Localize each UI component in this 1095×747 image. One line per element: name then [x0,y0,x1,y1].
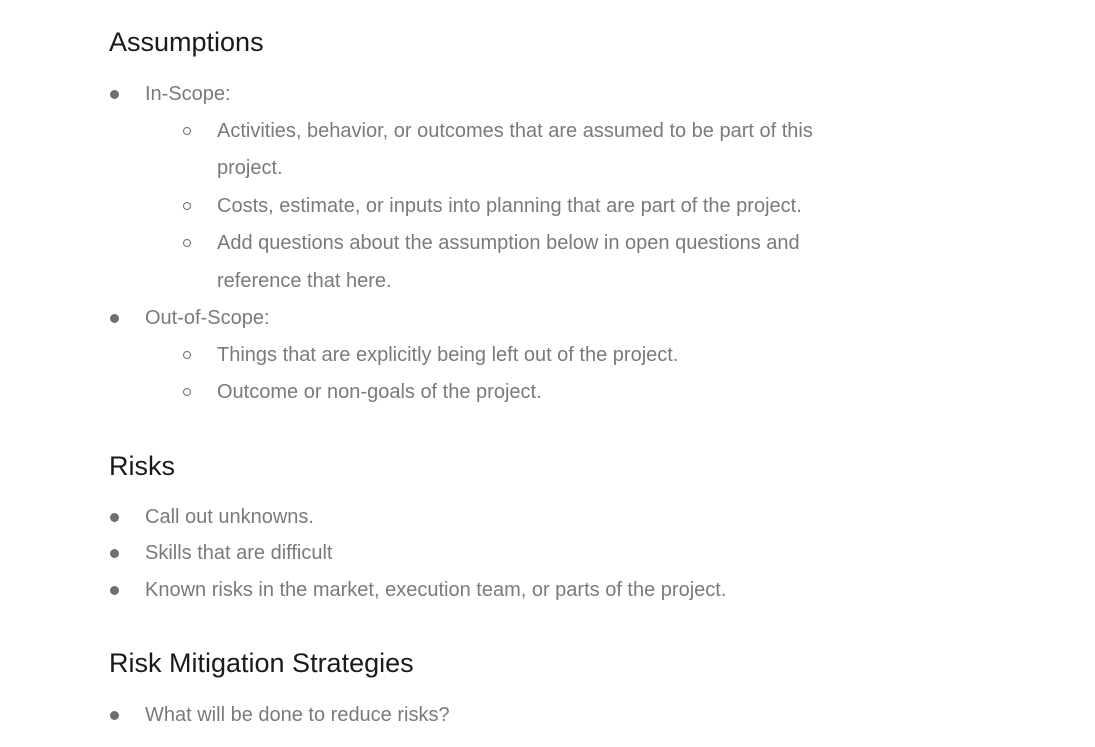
list-item-text: project. [217,157,283,179]
list-item [145,543,333,563]
bullet-circle-icon [183,202,191,210]
bullet-dot-icon [110,90,119,99]
list-item-text: Activities, behavior, or outcomes that are assumed to be part of this [217,120,813,142]
risk-mitigation-heading: Risk Mitigation Strategies [109,648,414,678]
list-item-label: Out-of-Scope: [145,307,270,329]
list-item-text: Costs, estimate, or inputs into planning that are part of the project. [217,195,802,217]
list-item-label: In-Scope: [145,83,231,105]
bullet-dot-icon [110,711,119,720]
list-item-text: Things that are explicitly being left out of the project. [217,344,679,366]
list-item-in-scope [145,84,231,104]
list-item [145,580,726,600]
list-item-text: What will be done to reduce risks? [145,704,450,726]
bullet-dot-icon [110,549,119,558]
list-item-text: Add questions about the assumption below in open questions and [217,232,800,254]
list-item [145,705,450,725]
assumptions-heading: Assumptions [109,27,264,57]
list-item [217,196,802,216]
list-item-out-of-scope [145,308,270,328]
bullet-circle-icon [183,351,191,359]
list-item [217,233,800,253]
bullet-dot-icon [110,314,119,323]
bullet-circle-icon [183,239,191,247]
list-item-continuation [217,271,392,291]
risks-heading: Risks [109,451,175,481]
bullet-dot-icon [110,513,119,522]
list-item-text: Known risks in the market, execution team, or parts of the project. [145,579,727,601]
list-item-text: Call out unknowns. [145,506,314,528]
list-item-text: reference that here. [217,270,392,292]
bullet-dot-icon [110,586,119,595]
list-item [145,507,314,527]
list-item [217,345,678,365]
list-item-text: Skills that are difficult [145,542,333,564]
bullet-circle-icon [183,388,191,396]
list-item [217,382,542,402]
list-item [217,121,813,141]
bullet-circle-icon [183,127,191,135]
list-item-text: Outcome or non-goals of the project. [217,381,542,403]
list-item-continuation [217,158,283,178]
